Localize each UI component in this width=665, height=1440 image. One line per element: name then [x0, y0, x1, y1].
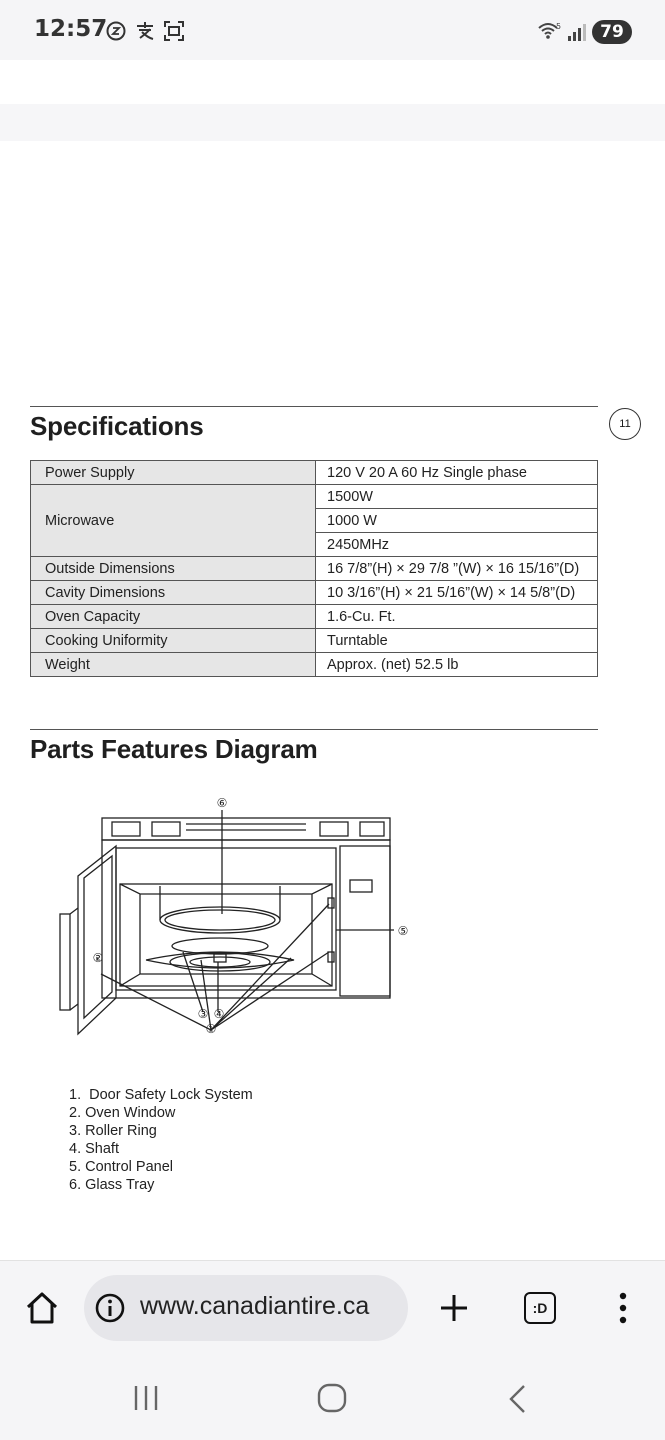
- row-value: 16 7/8”(H) × 29 7/8 ”(W) × 16 15/16”(D): [316, 557, 598, 581]
- callout-3: ③: [197, 1007, 209, 1021]
- page-number: 11: [609, 408, 641, 440]
- parts-list: [69, 1086, 253, 1194]
- site-info-icon[interactable]: [94, 1292, 126, 1324]
- row-value: 1500W: [316, 485, 598, 509]
- list-item: 3. Roller Ring: [69, 1123, 157, 1139]
- list-item: 5. Control Panel: [69, 1159, 173, 1175]
- list-item: 1. Door Safety Lock System: [69, 1087, 253, 1103]
- tabs-button[interactable]: :D: [524, 1292, 556, 1324]
- table-row: [31, 485, 598, 509]
- row-label: Outside Dimensions: [31, 557, 316, 581]
- specifications-table: [30, 460, 598, 677]
- scan-frame-icon: [163, 20, 185, 42]
- row-value: 1000 W: [316, 509, 598, 533]
- specifications-heading: Specifications: [30, 411, 204, 441]
- row-value: 120 V 20 A 60 Hz Single phase: [316, 461, 598, 485]
- list-item: 2. Oven Window: [69, 1105, 176, 1121]
- callout-4: ④: [213, 1007, 225, 1021]
- row-label: Power Supply: [31, 461, 316, 485]
- section-divider: [30, 406, 598, 407]
- row-label: Microwave: [31, 485, 316, 557]
- row-value: 10 3/16”(H) × 21 5/16”(W) × 14 5/8”(D): [316, 581, 598, 605]
- table-row: [31, 461, 598, 485]
- row-label: Cavity Dimensions: [31, 581, 316, 605]
- more-options-icon[interactable]: [612, 1290, 634, 1326]
- battery-level: 79: [592, 20, 632, 44]
- table-row: [31, 581, 598, 605]
- list-item: 4. Shaft: [69, 1141, 119, 1157]
- table-row: [31, 653, 598, 677]
- section-divider: [30, 729, 598, 730]
- callout-6: ⑥: [216, 796, 228, 810]
- list-item: 6. Glass Tray: [69, 1177, 155, 1193]
- home-nav-icon[interactable]: [316, 1383, 348, 1413]
- parts-diagram-heading: Parts Features Diagram: [30, 734, 318, 764]
- row-value: Turntable: [316, 629, 598, 653]
- row-value: 2450MHz: [316, 533, 598, 557]
- recent-apps-icon[interactable]: [130, 1384, 162, 1412]
- url-text[interactable]: www.canadiantire.ca: [140, 1292, 370, 1320]
- wifi-icon: [537, 20, 563, 42]
- status-time: 12:57: [34, 16, 108, 42]
- signal-icon: [567, 22, 587, 42]
- face-scan-icon: [105, 20, 127, 42]
- row-value: 1.6-Cu. Ft.: [316, 605, 598, 629]
- row-label: Oven Capacity: [31, 605, 316, 629]
- row-label: Cooking Uniformity: [31, 629, 316, 653]
- callout-2: ②: [92, 951, 104, 965]
- row-label: Weight: [31, 653, 316, 677]
- microwave-parts-diagram: [56, 790, 416, 1040]
- new-tab-icon[interactable]: [438, 1292, 470, 1324]
- callout-5: ⑤: [397, 924, 409, 938]
- table-row: [31, 629, 598, 653]
- home-icon[interactable]: [24, 1290, 60, 1326]
- svg-text:5: 5: [556, 22, 562, 31]
- table-row: [31, 557, 598, 581]
- row-value: Approx. (net) 52.5 lb: [316, 653, 598, 677]
- page-header-band: [0, 104, 665, 141]
- table-row: [31, 605, 598, 629]
- back-icon[interactable]: [506, 1384, 530, 1414]
- callout-1: ①: [205, 1022, 217, 1036]
- alipay-icon: [134, 20, 156, 42]
